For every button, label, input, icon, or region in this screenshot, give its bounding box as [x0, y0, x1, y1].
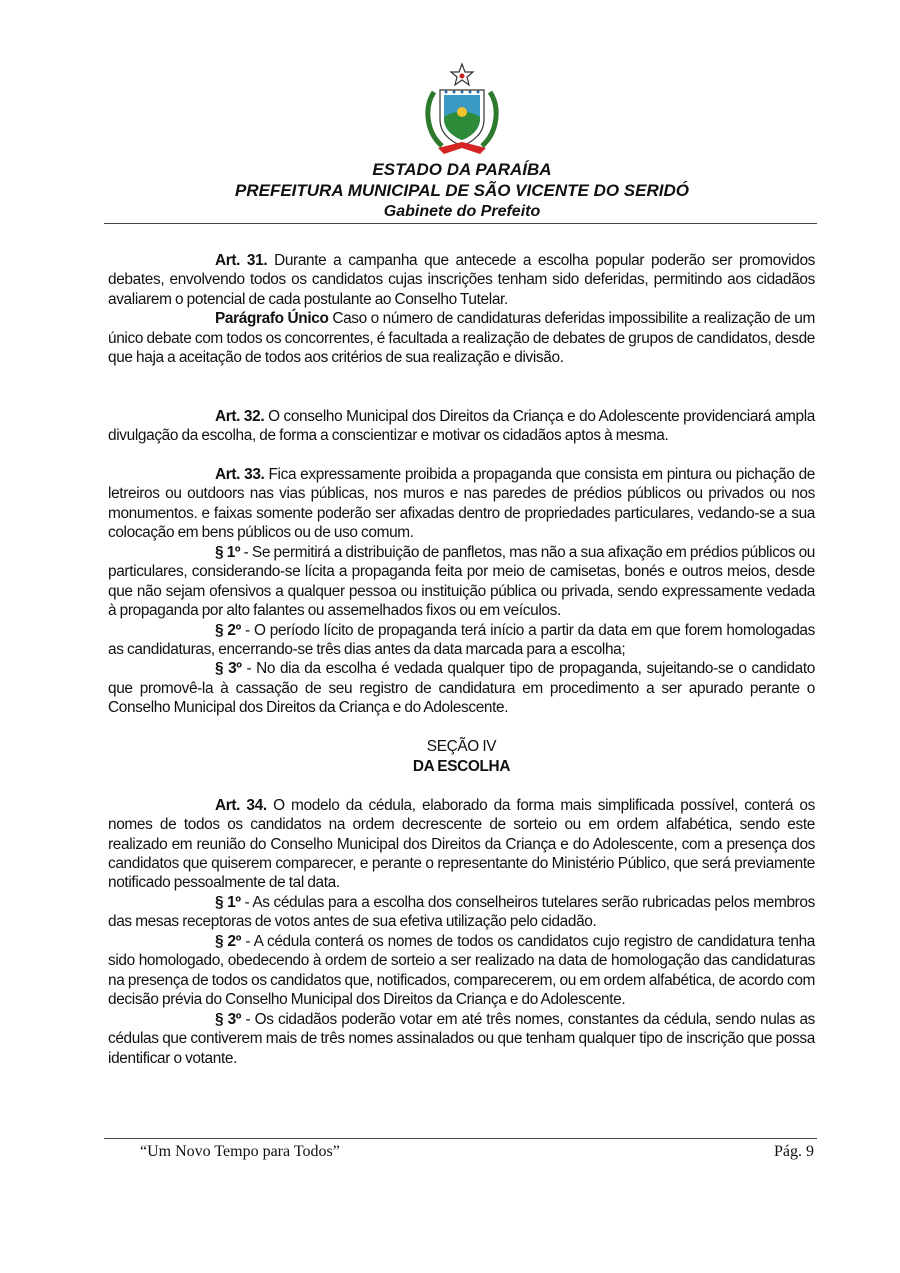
state-name: ESTADO DA PARAÍBA: [372, 160, 552, 179]
section-mark: § 2º: [215, 932, 242, 950]
paragraph-text: Fica expressamente proibida a propaganda que consista em pintura ou pichação de letreiros ou outdoors nas vias públicas, nos muros e nas paredes de prédios públicos ou privados ou nos monumentos. e faixas somente poderão ser afixadas dentro de propriedades particulares, vedando-se a sua colocação em bens públicos ou de uso comum.: [108, 465, 815, 542]
section-number: SEÇÃO IV: [426, 738, 497, 756]
footer-rule: [104, 1138, 817, 1139]
header-rule: [104, 223, 817, 224]
paragraph-text: - As cédulas para a escolha dos conselheiros tutelares serão rubricadas pelos membros das mesas receptoras de votos antes de sua efetiva utilização pelo cidadão.: [108, 893, 815, 931]
paragraph-art-34-s3: [108, 1010, 815, 1068]
paragraph-art-32: [108, 407, 815, 446]
paragraph-art-31: [108, 251, 815, 309]
office-name: Gabinete do Prefeito: [383, 203, 541, 220]
section-mark: § 2º: [215, 621, 241, 639]
coat-of-arms-logo: [420, 62, 504, 158]
paragraph-unico: [108, 309, 815, 367]
paragraph-text: - A cédula conterá os nomes de todos os candidatos cujo registro de candidatura tenha sido homologado, obedecendo à ordem de sorteio a ser realizado na data de homologação das candidaturas na presença de todos os candidatos que, notificados, comparecerem, ou em ordem alfabética, de acordo com decisão prévia do Conselho Municipal dos Direitos da Criança e do Adolescente.: [108, 932, 815, 1009]
footer-motto: “Um Novo Tempo para Todos”: [140, 1143, 340, 1160]
paragraph-text: O modelo da cédula, elaborado da forma mais simplificada possível, conterá os nomes de todos os candidatos na ordem decrescente de sorteio ou em ordem alfabética, sendo este realizado em reunião do Conselho Municipal dos Direitos da Criança e do Adolescente, com a presença dos candidatos que quiserem comparecer, e perante o representante do Ministério Público, que será previamente notificado pessoalmente de tal data.: [108, 796, 815, 892]
article-number: Art. 32.: [215, 407, 265, 425]
paragraph-art-34-s2: [108, 932, 815, 1010]
paragraph-label: Parágrafo Único: [215, 310, 329, 328]
article-number: Art. 34.: [215, 796, 267, 814]
paragraph-text: O conselho Municipal dos Direitos da Criança e do Adolescente providenciará ampla divulgação da escolha, de forma a conscientizar e motivar os cidadãos aptos à mesma.: [108, 407, 815, 445]
section-mark: § 3º: [215, 1010, 242, 1028]
paragraph-text: - O período lícito de propaganda terá início a partir da data em que forem homologadas as candidaturas, encerrando-se três dias antes da data marcada para a escolha;: [108, 621, 815, 659]
paragraph-art-33-s1: [108, 543, 815, 621]
paragraph-text: - Os cidadãos poderão votar em até três nomes, constantes da cédula, sendo nulas as cédulas que contiverem mais de três nomes assinalados ou que tenham qualquer tipo de inscrição que possa identificar o votante.: [108, 1010, 816, 1067]
section-mark: § 3º: [215, 660, 242, 678]
paragraph-text: Caso o número de candidaturas deferidas impossibilite a realização de um único debate com todos os concorrentes, é facultada a realização de debates de grupos de candidatos, desde que haja a aceitação de todos aos critérios de sua realização e divisão.: [108, 310, 815, 367]
page-number: Pág. 9: [774, 1143, 814, 1160]
document-body: [108, 251, 815, 1068]
paragraph-art-33-s2: [108, 621, 815, 660]
paragraph-art-33: [108, 465, 815, 543]
article-number: Art. 31.: [215, 252, 268, 269]
article-number: Art. 33.: [215, 465, 265, 483]
section-heading: [108, 737, 815, 776]
paragraph-art-34-s1: [108, 893, 815, 932]
paragraph-text: - No dia da escolha é vedada qualquer tipo de propaganda, sujeitando-se o candidato que promovê-la à cassação de seu registro de candidatura em procedimento a ser apurado perante o Conselho Municipal dos Direitos da Criança e do Adolescente.: [108, 660, 815, 717]
paragraph-text: - Se permitirá a distribuição de panfletos, mas não a sua afixação em prédios públicos ou particulares, considerando-se lícita a propaganda feita por meio de camisetas, bonés e outros meios, desde que não sejam ofensivos a qualquer pessoa ou instituição pública ou privada, sendo expressamente vedada à propaganda por alto falantes ou assemelhados fixos ou em veículos.: [108, 543, 815, 620]
municipality-name: PREFEITURA MUNICIPAL DE SÃO VICENTE DO SERIDÓ: [234, 181, 689, 200]
paragraph-text: Durante a campanha que antecede a escolha popular poderão ser promovidos debates, envolvendo todos os candidatos cujas inscrições tenham sido deferidas, permitindo aos cidadãos avaliarem o potencial de cada postulante ao Conselho Tutelar.: [108, 252, 815, 308]
section-mark: § 1º: [215, 893, 241, 911]
section-title: DA ESCOLHA: [412, 757, 511, 775]
paragraph-art-34: [108, 796, 815, 893]
paragraph-art-33-s3: [108, 659, 815, 717]
section-mark: § 1º: [215, 543, 241, 561]
